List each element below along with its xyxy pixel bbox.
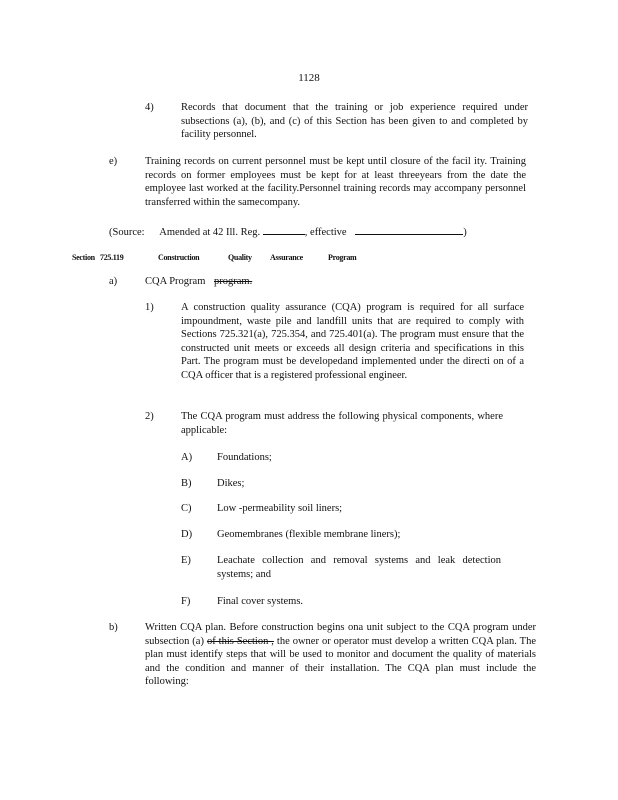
item-4-label: 4) bbox=[145, 102, 154, 113]
component-text: Geomembranes (flexible membrane liners); bbox=[217, 529, 401, 540]
component-text: Low -permeability soil liners; bbox=[217, 503, 343, 514]
component-label: D) bbox=[181, 529, 193, 540]
component-text: Leachate collection and removal systems and leak detection systems; and bbox=[217, 555, 501, 580]
section-number: 725.119 bbox=[100, 253, 124, 262]
item-e-text: Training records on current personnel must be kept until closure of the facil ity. Training records on former employees must be kept for at least threeyears from the date the employee last worked at the facility.Personnel training records may accompany personnel transferred within the samecompany. bbox=[145, 156, 526, 208]
page-number: 1128 bbox=[298, 72, 320, 84]
reg-page-blank bbox=[263, 224, 305, 235]
a2-label: 2) bbox=[145, 411, 154, 422]
a2-text: The CQA program must address the following physical components, where applicable: bbox=[181, 411, 503, 436]
component-label: A) bbox=[181, 452, 193, 463]
item-4-text: Records that document that the training or job experience required under subsections (a), (b), and (c) of this Section has been given to and completed by facility personnel. bbox=[181, 102, 528, 141]
sub-b-text-after: the owner or operator must develop a written CQA plan. The plan must identify steps that will be used to monitor and document the quality of materials and the condition and manner of their installation. The CQA plan must include the following: bbox=[145, 635, 536, 688]
section-title-word-1: Construction bbox=[158, 253, 200, 262]
component-text: Dikes; bbox=[217, 478, 245, 489]
a1-label: 1) bbox=[145, 302, 154, 313]
sub-b-struck-text: of this Section , bbox=[206, 635, 274, 647]
source-text: Amended at 42 Ill. Reg. bbox=[159, 227, 261, 238]
section-title-word-2: Quality bbox=[228, 253, 252, 262]
component-label: C) bbox=[181, 503, 192, 514]
section-title-word-3: Assurance bbox=[270, 253, 303, 262]
source-close: ) bbox=[463, 227, 467, 238]
source-note bbox=[109, 224, 467, 240]
item-e-label: e) bbox=[109, 156, 118, 167]
component-text: Foundations; bbox=[217, 452, 272, 463]
sub-b-label: b) bbox=[109, 622, 118, 633]
component-label: F) bbox=[181, 596, 191, 607]
a1-text: A construction quality assurance (CQA) program is required for all surface impoundment, waste pile and landfill units that are required to comply with Sections 725.321(a), 725.354, and 725.401(a). The program must ensure that the constructed unit meets or exceeds all design criteria and specifications in this Part. The program must be developedand implemented under the directi on of a CQA officer that is a registered professional engineer. bbox=[181, 302, 524, 381]
sub-b-text-before: Written CQA plan. Before construction begins ona unit subject to the CQA program under subsection (a) bbox=[145, 622, 536, 647]
sub-a-label: a) bbox=[109, 276, 118, 287]
source-prefix: (Source: bbox=[109, 227, 145, 238]
component-text: Final cover systems. bbox=[217, 596, 304, 607]
sub-a-heading bbox=[145, 275, 252, 289]
section-word: Section bbox=[72, 253, 95, 262]
sub-b-text bbox=[145, 621, 536, 689]
sub-a-struck-text: program. bbox=[214, 276, 253, 287]
component-label: B) bbox=[181, 478, 192, 489]
source-effective: , effective bbox=[304, 227, 347, 238]
component-label: E) bbox=[181, 555, 191, 566]
effective-date-blank bbox=[355, 224, 463, 235]
section-title-word-4: Program bbox=[328, 253, 357, 262]
sub-a-text: CQA Program bbox=[145, 276, 206, 287]
